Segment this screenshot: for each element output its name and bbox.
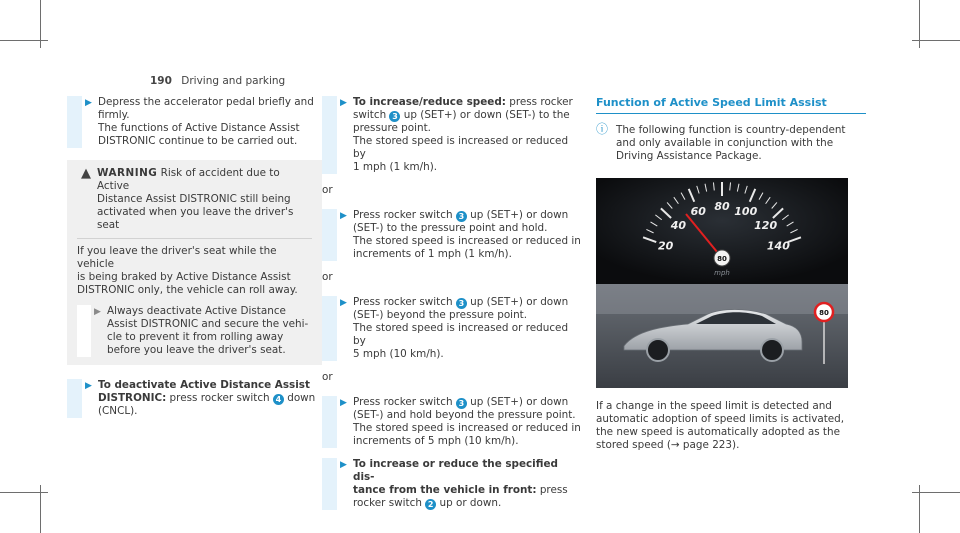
text-line: The stored speed is increased or reduced in [353, 422, 581, 434]
bold-text: tance from the vehicle in front: [353, 484, 537, 496]
text-line: If a change in the speed limit is detected and [596, 400, 832, 412]
step-beyond-point [322, 296, 582, 361]
text-span: Press rocker switch [353, 209, 456, 221]
page-header [150, 75, 285, 88]
crop-mark [0, 40, 48, 41]
gauge-tick-label: 140 [766, 239, 790, 253]
crop-mark [0, 492, 48, 493]
warning-body [77, 245, 312, 297]
text-line: 5 mph (10 km/h). [353, 348, 444, 360]
bullet-arrow-icon: ▶ [340, 211, 347, 221]
warning-action [77, 305, 312, 357]
callout-number: 3 [456, 398, 467, 409]
text-line: The functions of Active Distance Assist [98, 122, 300, 134]
text-line: The stored speed is increased or reduced in [353, 235, 581, 247]
car-front-wheel [647, 339, 669, 361]
text-line: DISTRONIC continue to be carried out. [98, 135, 298, 147]
gauge-tick-label: 120 [754, 218, 778, 232]
step-hold-beyond [322, 396, 582, 448]
crop-mark [912, 40, 960, 41]
text-line: DISTRONIC only, the vehicle can roll away. [77, 284, 298, 296]
section-name: Driving and parking [181, 75, 286, 87]
text-line: seat [97, 219, 120, 231]
text-span: Press rocker switch [353, 396, 456, 408]
gauge-tick-label: 100 [734, 204, 758, 218]
text-span: press [536, 484, 568, 496]
gauge-unit: mph [714, 269, 730, 277]
text-span: up (SET+) or down (SET-) to the [400, 109, 570, 121]
text-span: up (SET+) or down [466, 209, 569, 221]
crop-mark [912, 492, 960, 493]
text-span: press rocker [505, 96, 573, 108]
warning-label: WARNING [97, 167, 158, 179]
bullet-arrow-icon: ▶ [340, 460, 347, 470]
step-depress-accelerator [67, 96, 322, 148]
text-line: Driving Assistance Package. [616, 150, 762, 162]
bullet-arrow-icon: ▶ [340, 298, 347, 308]
text-line: and only available in conjunction with the [616, 137, 834, 149]
text-line: stored speed (→ page 223). [596, 439, 740, 451]
text-line: firmly. [98, 109, 130, 121]
speed-limit-sign-value: 80 [819, 309, 829, 317]
text-line: If you leave the driver's seat while the vehicle [77, 245, 277, 270]
text-line: the new speed is automatically adopted as the [596, 426, 840, 438]
car-rear-wheel [761, 339, 783, 361]
text-line: (CNCL). [98, 405, 138, 417]
text-span: up or down. [436, 497, 502, 509]
info-note [596, 124, 866, 163]
text-line: 1 mph (1 km/h). [353, 161, 438, 173]
gauge-center-value: 80 [717, 255, 727, 263]
column-middle [322, 96, 582, 520]
bold-text: To increase or reduce the specified dis- [353, 458, 558, 483]
text-line: Depress the accelerator pedal briefly and [98, 96, 314, 108]
text-line: (SET-) and hold beyond the pressure point. [353, 409, 576, 421]
bullet-arrow-icon: ▶ [85, 381, 92, 391]
callout-number: 3 [456, 211, 467, 222]
text-line: activated when you leave the driver's [97, 206, 294, 218]
bullet-arrow-icon: ▶ [94, 307, 101, 317]
text-line: (SET-) to the pressure point and hold. [353, 222, 548, 234]
callout-number: 2 [425, 499, 436, 510]
bold-text: To deactivate Active Distance Assist [98, 379, 310, 391]
text-span: Press rocker switch [353, 296, 456, 308]
illustration-svg [596, 178, 848, 388]
text-span: rocker switch [353, 497, 426, 509]
speed-limit-illustration [596, 178, 848, 388]
page-number: 190 [150, 75, 172, 87]
or-separator: or [322, 184, 333, 196]
step-press-hold [322, 209, 582, 261]
gauge-tick-label: 20 [657, 239, 674, 253]
text-line: The following function is country-dependent [616, 124, 846, 136]
text-line: before you leave the driver's seat. [107, 344, 286, 356]
text-span: press rocker switch [166, 392, 273, 404]
text-line: automatic adoption of speed limits is activated, [596, 413, 845, 425]
text-line: increments of 1 mph (1 km/h). [353, 248, 512, 260]
illustration-caption [596, 400, 866, 452]
info-icon: ⓘ [596, 122, 609, 136]
text-line: (SET-) beyond the pressure point. [353, 309, 528, 321]
bullet-arrow-icon: ▶ [85, 98, 92, 108]
text-line: increments of 5 mph (10 km/h). [353, 435, 519, 447]
callout-number: 3 [456, 298, 467, 309]
warning-box [67, 160, 322, 365]
step-distance [322, 458, 582, 510]
bold-text: To increase/reduce speed: [353, 96, 506, 108]
callout-number: 4 [273, 394, 284, 405]
text-line: Assist DISTRONIC and secure the vehi- [107, 318, 309, 330]
text-span: down [283, 392, 316, 404]
text-line: Distance Assist DISTRONIC still being [97, 193, 291, 205]
text-span: switch [353, 109, 390, 121]
bullet-arrow-icon: ▶ [340, 398, 347, 408]
text-span: up (SET+) or down [466, 396, 569, 408]
sky-band [596, 284, 848, 314]
text-line: The stored speed is increased or reduced by [353, 135, 569, 160]
text-line: Risk of accident due to Active [97, 167, 280, 192]
gauge-tick-label: 60 [690, 204, 706, 218]
section-title: Function of Active Speed Limit Assist [596, 96, 866, 114]
text-line: is being braked by Active Distance Assist [77, 271, 291, 283]
text-line: cle to prevent it from rolling away [107, 331, 284, 343]
callout-number: 3 [389, 111, 400, 122]
gauge-tick-label: 80 [714, 200, 730, 213]
text-span: up (SET+) or down [466, 296, 569, 308]
step-increase-reduce [322, 96, 582, 174]
gauge-tick-label: 40 [670, 218, 687, 232]
bullet-arrow-icon: ▶ [340, 98, 347, 108]
text-line: pressure point. [353, 122, 431, 134]
warning-triangle-icon: ▲ [81, 166, 91, 181]
text-line: Always deactivate Active Distance [107, 305, 286, 317]
column-right [596, 96, 866, 452]
column-left [67, 96, 322, 428]
or-separator: or [322, 371, 333, 383]
warning-header [77, 167, 312, 239]
text-line: The stored speed is increased or reduced by [353, 322, 569, 347]
bold-text: DISTRONIC: [98, 392, 167, 404]
or-separator: or [322, 271, 333, 283]
step-deactivate-distronic [67, 379, 322, 418]
